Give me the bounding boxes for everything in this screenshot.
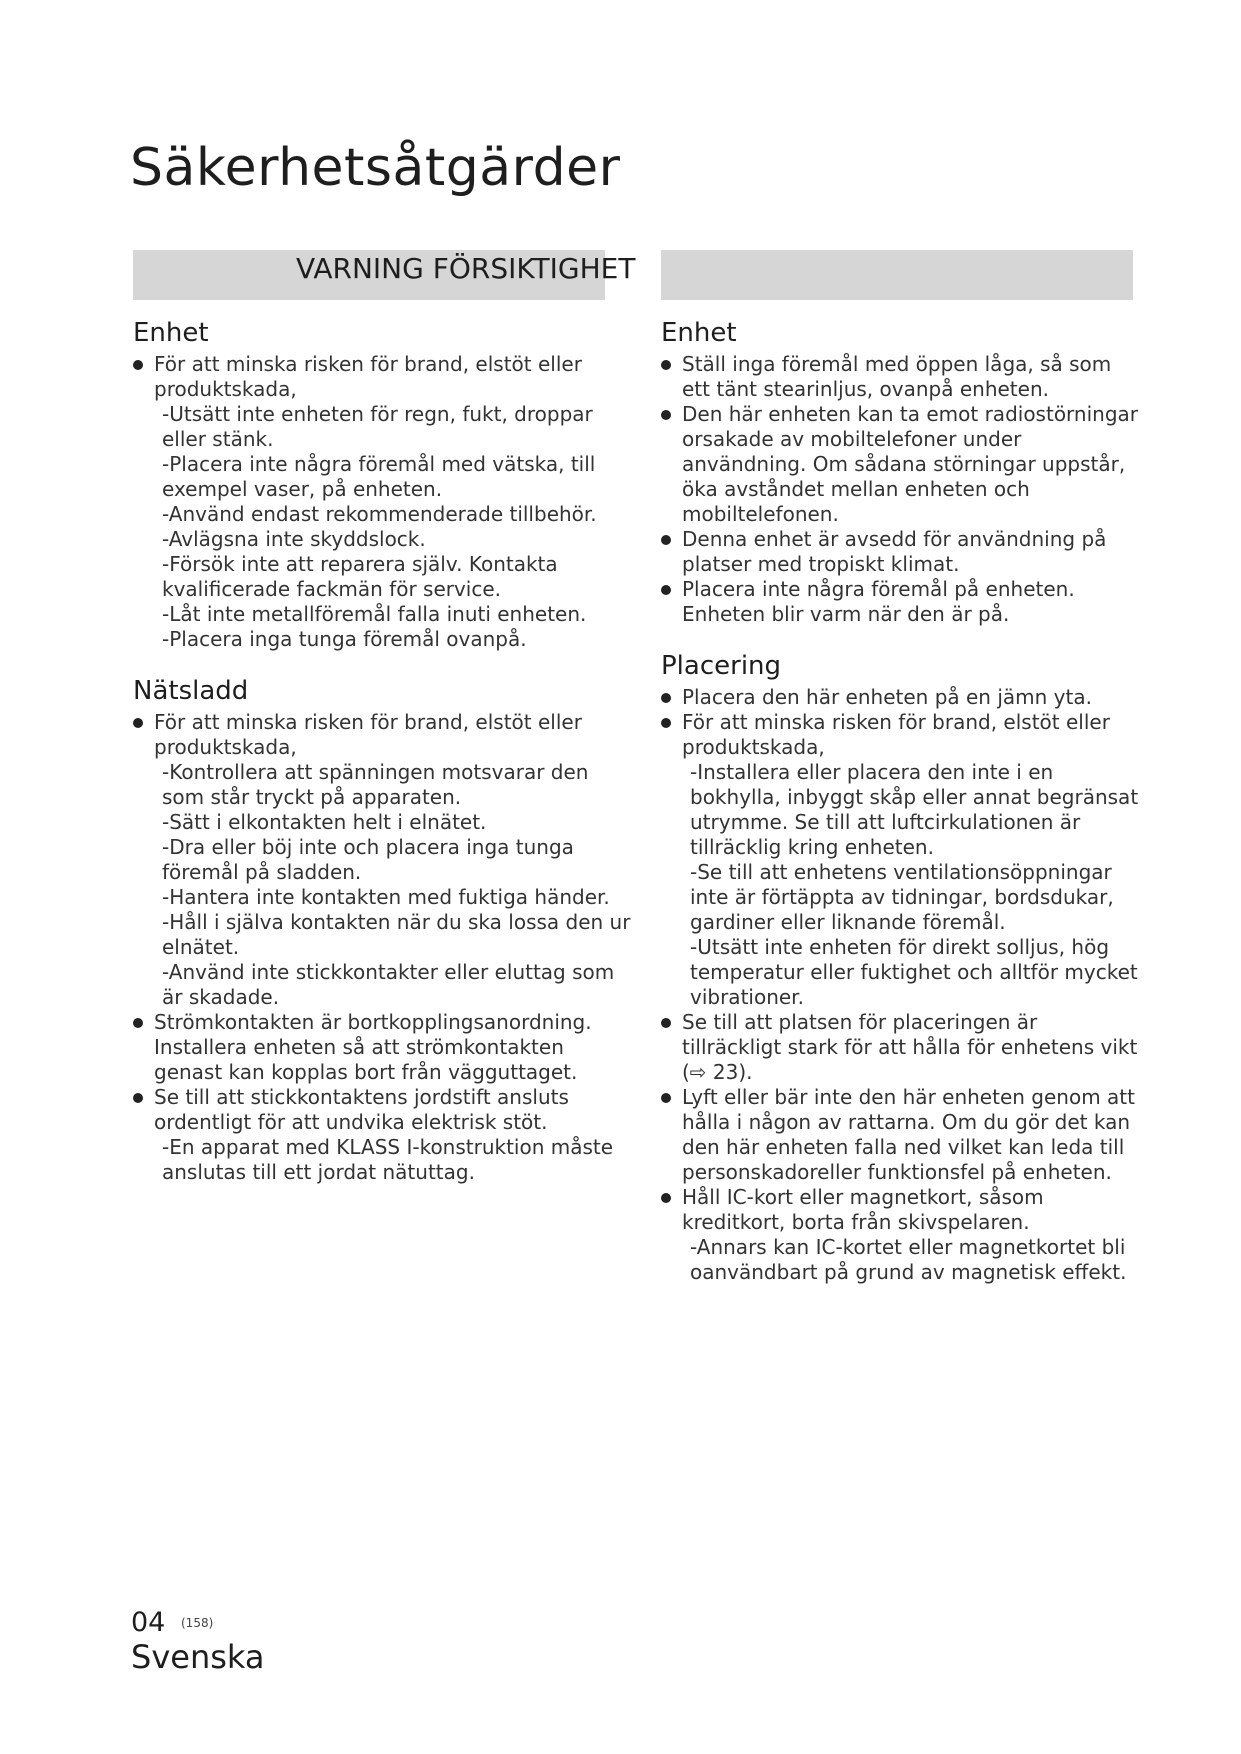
item-text: Den här enheten kan ta emot radiostörningar orsakade av mobiltelefoner under användning. Om sådana störningar uppstår, öka avståndet mellan enheten och mobiltelefonen. bbox=[682, 402, 1139, 526]
item-text: Håll IC-kort eller magnetkort, såsom kreditkort, borta från skivspelaren. bbox=[682, 1185, 1044, 1234]
list-item bbox=[661, 1010, 1141, 1085]
list-item bbox=[661, 710, 1141, 1010]
item-text: Ställ inga föremål med öppen låga, så som ett tänt stearinljus, ovanpå enheten. bbox=[682, 352, 1112, 401]
bullet-icon bbox=[661, 1093, 671, 1103]
bullet-icon bbox=[133, 1093, 143, 1103]
bullet-icon bbox=[133, 360, 143, 370]
right-column bbox=[661, 318, 1141, 1285]
item-text: Placera inte några föremål på enheten. Enheten blir varm när den är på. bbox=[682, 577, 1075, 626]
sub-item-text: -Utsätt inte enheten för direkt solljus, hög temperatur eller fuktighet och alltför mycket vibrationer. bbox=[690, 935, 1138, 1009]
sub-item-text: -Använd endast rekommenderade tillbehör. bbox=[162, 502, 597, 526]
sub-item-text: -Låt inte metallföremål falla inuti enheten. bbox=[162, 602, 587, 626]
sub-item-text: -Kontrollera att spänningen motsvarar den som står tryckt på apparaten. bbox=[162, 760, 589, 809]
page-number: 04 bbox=[131, 1607, 166, 1638]
bullet-icon bbox=[661, 718, 671, 728]
section-heading: Enhet bbox=[133, 318, 209, 348]
item-text: Lyft eller bär inte den här enheten genom att hålla i någon av rattarna. Om du gör det kan den här enheten falla ned vilket kan leda till personskadoreller funktionsfel på enheten. bbox=[682, 1085, 1135, 1184]
list-item bbox=[133, 1085, 633, 1185]
sub-item-text: -Utsätt inte enheten för regn, fukt, droppar eller stänk. bbox=[162, 402, 593, 451]
list-item bbox=[661, 685, 1141, 710]
sub-item-text: -Placera inte några föremål med vätska, till exempel vaser, på enheten. bbox=[162, 452, 596, 501]
banner-bar-right bbox=[661, 250, 1133, 300]
item-text: Se till att platsen för placeringen är tillräckligt stark för att hålla för enhetens vikt (⇨ 23). bbox=[682, 1010, 1138, 1084]
bullet-icon bbox=[661, 1193, 671, 1203]
list-item bbox=[133, 710, 633, 1010]
sub-item-text: -Installera eller placera den inte i en bokhylla, inbyggt skåp eller annat begränsat utrymme. Se till att luftcirkulationen är tillräcklig kring enheten. bbox=[690, 760, 1139, 859]
bullet-icon bbox=[661, 585, 671, 595]
bullet-icon bbox=[133, 1018, 143, 1028]
item-text: För att minska risken för brand, elstöt eller produktskada, bbox=[682, 710, 1110, 759]
item-text: För att minska risken för brand, elstöt eller produktskada, bbox=[154, 710, 582, 759]
warning-banner: VARNING FÖRSIKTIGHET bbox=[296, 252, 636, 285]
bullet-list bbox=[661, 352, 1141, 627]
list-item bbox=[661, 352, 1141, 402]
list-item bbox=[661, 402, 1141, 527]
language-label: Svenska bbox=[131, 1638, 265, 1676]
sub-item-text: -Försök inte att reparera själv. Kontakta kvalificerade fackmän för service. bbox=[162, 552, 558, 601]
section-heading: Enhet bbox=[661, 318, 737, 348]
page-title: Säkerhetsåtgärder bbox=[130, 138, 621, 198]
list-item bbox=[661, 1085, 1141, 1185]
list-item bbox=[661, 577, 1141, 627]
bullet-icon bbox=[661, 693, 671, 703]
sub-item-text: -En apparat med KLASS I-konstruktion måste anslutas till ett jordat nätuttag. bbox=[162, 1135, 614, 1184]
page-sub-number: (158) bbox=[181, 1616, 214, 1630]
bullet-list bbox=[133, 352, 633, 652]
section bbox=[661, 651, 1141, 1285]
left-column bbox=[133, 318, 633, 1185]
sub-item-text: -Dra eller böj inte och placera inga tunga föremål på sladden. bbox=[162, 835, 574, 884]
sub-item-text: -Avlägsna inte skyddslock. bbox=[162, 527, 426, 551]
bullet-icon bbox=[661, 535, 671, 545]
list-item bbox=[133, 1010, 633, 1085]
sub-item-text: -Sätt i elkontakten helt i elnätet. bbox=[162, 810, 487, 834]
list-item bbox=[661, 527, 1141, 577]
bullet-icon bbox=[661, 1018, 671, 1028]
section bbox=[133, 676, 633, 1185]
list-item bbox=[661, 1185, 1141, 1285]
section bbox=[661, 318, 1141, 627]
sub-item-text: -Annars kan IC-kortet eller magnetkortet bli oanvändbart på grund av magnetisk effekt. bbox=[690, 1235, 1127, 1284]
list-item bbox=[133, 352, 633, 652]
item-text: För att minska risken för brand, elstöt eller produktskada, bbox=[154, 352, 582, 401]
sub-item-text: -Använd inte stickkontakter eller eluttag som är skadade. bbox=[162, 960, 615, 1009]
sub-item-text: -Se till att enhetens ventilationsöppningar inte är förtäppta av tidningar, bordsdukar, gardiner eller liknande föremål. bbox=[690, 860, 1114, 934]
bullet-icon bbox=[661, 360, 671, 370]
bullet-icon bbox=[133, 718, 143, 728]
item-text: Se till att stickkontaktens jordstift ansluts ordentligt för att undvika elektrisk stöt. bbox=[154, 1085, 569, 1134]
section-heading: Placering bbox=[661, 651, 782, 681]
sub-item-text: -Hantera inte kontakten med fuktiga händer. bbox=[162, 885, 610, 909]
bullet-icon bbox=[661, 410, 671, 420]
section bbox=[133, 318, 633, 652]
bullet-list bbox=[133, 710, 633, 1185]
item-text: Placera den här enheten på en jämn yta. bbox=[682, 685, 1092, 709]
bullet-list bbox=[661, 685, 1141, 1285]
sub-item-text: -Placera inga tunga föremål ovanpå. bbox=[162, 627, 527, 651]
sub-item-text: -Håll i själva kontakten när du ska lossa den ur elnätet. bbox=[162, 910, 631, 959]
item-text: Denna enhet är avsedd för användning på platser med tropiskt klimat. bbox=[682, 527, 1107, 576]
item-text: Strömkontakten är bortkopplingsanordning. Installera enheten så att strömkontakten genast kan kopplas bort från vägguttaget. bbox=[154, 1010, 592, 1084]
section-heading: Nätsladd bbox=[133, 676, 249, 706]
